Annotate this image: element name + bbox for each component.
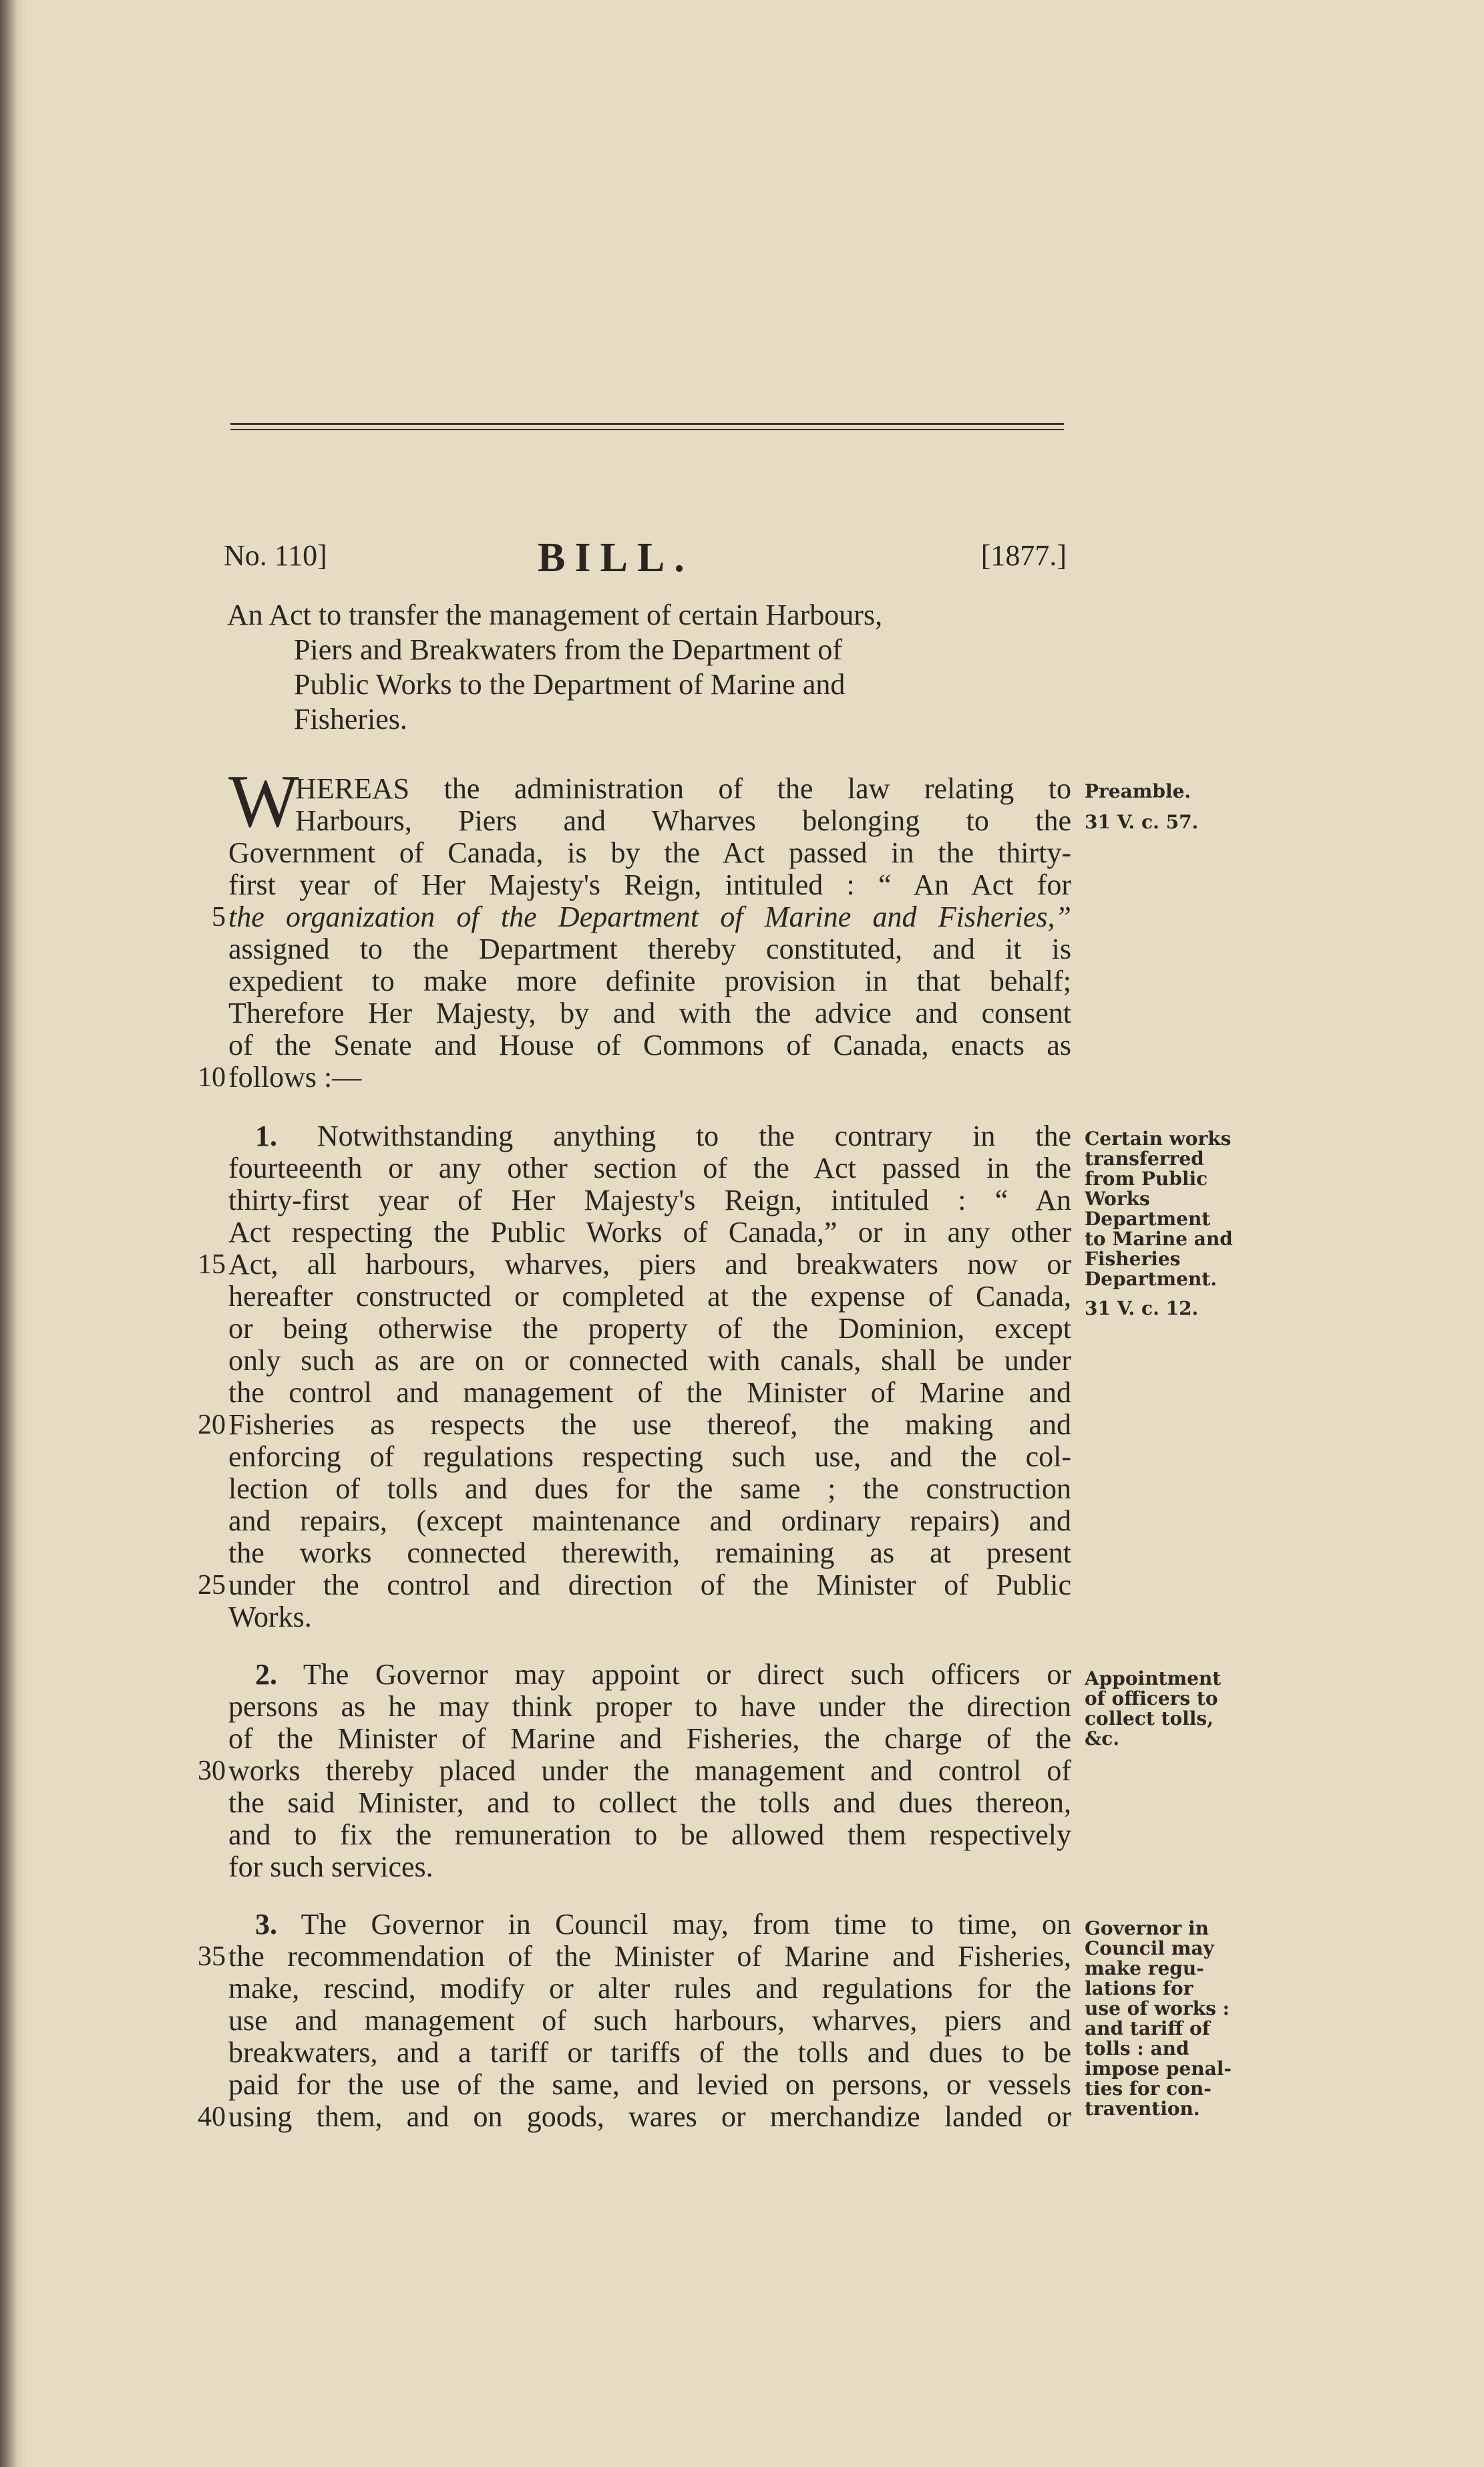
section1-text: Notwithstanding anything to the contrary in the	[317, 1120, 1072, 1152]
page-binding-edge	[0, 0, 17, 2467]
margin-note-line: Appointment	[1085, 1667, 1222, 1689]
margin-note-line: make regu-	[1085, 1957, 1204, 1979]
margin-note-line: from Public	[1085, 1168, 1208, 1190]
margin-note-line: use of works :	[1085, 1997, 1230, 2019]
margin-note-line: 31 V. c. 12.	[1085, 1297, 1199, 1319]
section1-line: Works.	[228, 1601, 312, 1633]
margin-note-line: Council may	[1085, 1937, 1214, 1959]
section1-line: under the control and direction of the Minister of Public	[228, 1569, 1071, 1601]
preamble-line: first year of Her Majesty's Reign, intituled : “ An Act for	[228, 868, 1071, 901]
section3-line: breakwaters, and a tariff or tariffs of the tolls and dues to be	[228, 2036, 1071, 2069]
section2-line: for such services.	[228, 1850, 433, 1883]
line-number: 5	[212, 902, 226, 933]
margin-note-line: and tariff of	[1085, 2017, 1210, 2039]
section2-line: and to fix the remuneration to be allowed them respectively	[228, 1818, 1071, 1851]
section1-line: hereafter constructed or completed at the expense of Canada,	[228, 1280, 1071, 1313]
section1-line: and repairs, (except maintenance and ordinary repairs) and	[228, 1504, 1071, 1537]
section3-text: The Governor in Council may, from time to time, on	[301, 1908, 1071, 1941]
line-number: 20	[198, 1410, 226, 1440]
title-line: An Act to transfer the management of certain Harbours,	[227, 599, 883, 631]
section1-line: or being otherwise the property of the Dominion, except	[228, 1312, 1071, 1345]
section1-line: Act respecting the Public Works of Canada,” or in any other	[228, 1216, 1071, 1249]
line-number: 35	[198, 1941, 226, 1972]
page-binding-shadow	[17, 0, 27, 2467]
margin-note-line: Governor in	[1085, 1917, 1209, 1939]
margin-note-line: Department	[1085, 1208, 1211, 1230]
bill-number: No. 110]	[224, 539, 327, 572]
margin-note-line: impose penal-	[1085, 2058, 1232, 2080]
section1-line: Act, all harbours, wharves, piers and breakwaters now or	[228, 1248, 1071, 1281]
line-number: 40	[198, 2102, 226, 2132]
section2-text: The Governor may appoint or direct such officers or	[303, 1658, 1071, 1691]
margin-note-line: Preamble.	[1085, 780, 1191, 802]
section3-line: paid for the use of the same, and levied on persons, or vessels	[228, 2068, 1071, 2101]
section1-line: lection of tolls and dues for the same ; the construction	[228, 1472, 1071, 1505]
section3-number: 3.	[255, 1908, 277, 1941]
section1-line: the works connected therewith, remaining as at present	[228, 1536, 1071, 1569]
preamble-line: the organization of the Department of Marine and Fisheries,”	[228, 900, 1071, 933]
bill-title	[227, 598, 1070, 737]
preamble-line: Therefore Her Majesty, by and with the advice and consent	[228, 997, 1071, 1029]
section2-line: of the Minister of Marine and Fisheries, the charge of the	[228, 1722, 1071, 1755]
preamble-line: Harbours, Piers and Wharves belonging to the	[295, 804, 1071, 837]
preamble-dropcap: W	[228, 760, 299, 843]
preamble-line: of the Senate and House of Commons of Canada, enacts as	[228, 1029, 1071, 1061]
section1-number: 1.	[255, 1120, 277, 1152]
section3-line: use and management of such harbours, wharves, piers and	[228, 2004, 1071, 2037]
bill-header	[224, 534, 1067, 581]
section3-line	[228, 1909, 1071, 1941]
margin-note-line: Fisheries	[1085, 1248, 1181, 1270]
preamble-line: expedient to make more definite provision in that behalf;	[228, 965, 1071, 997]
preamble-line: assigned to the Department thereby constituted, and it is	[228, 933, 1071, 965]
section2-number: 2.	[255, 1658, 277, 1691]
section1-line: fourteeenth or any other section of the Act passed in the	[228, 1152, 1071, 1184]
section1-line: Fisheries as respects the use thereof, the making and	[228, 1408, 1071, 1441]
margin-note-section2	[1085, 1669, 1238, 1749]
section1-line: thirty-first year of Her Majesty's Reign, intituled : “ An	[228, 1184, 1071, 1216]
title-line: Fisheries.	[294, 703, 407, 735]
section3-line: the recommendation of the Minister of Marine and Fisheries,	[228, 1940, 1071, 1973]
margin-note-line: lations for	[1085, 1977, 1193, 1999]
preamble-line: HEREAS the administration of the law relating to	[295, 772, 1071, 805]
margin-note-section3	[1085, 1919, 1238, 2119]
title-line: Piers and Breakwaters from the Department of	[294, 633, 843, 666]
section1-line: the control and management of the Minister of Marine and	[228, 1376, 1071, 1409]
title-line: Public Works to the Department of Marine and	[294, 668, 846, 701]
preamble-line: follows :—	[228, 1061, 362, 1094]
margin-note-line: to Marine and	[1085, 1228, 1233, 1250]
margin-note-line: transferred	[1085, 1148, 1204, 1170]
line-number: 15	[198, 1249, 226, 1280]
header-rule	[230, 423, 1064, 425]
margin-note-section1	[1085, 1129, 1238, 1319]
margin-note-line: collect tolls,	[1085, 1707, 1214, 1730]
line-number: 25	[198, 1570, 226, 1601]
section2-line: works thereby placed under the management and control of	[228, 1754, 1071, 1787]
section1-line	[228, 1120, 1071, 1152]
margin-note-line: 31 V. c. 57.	[1085, 811, 1199, 833]
section2-line: the said Minister, and to collect the tolls and dues thereon,	[228, 1786, 1071, 1819]
section1-line: only such as are on or connected with canals, shall be under	[228, 1344, 1071, 1377]
margin-note-line: Department.	[1085, 1268, 1217, 1290]
line-number: 10	[198, 1062, 226, 1093]
margin-note-preamble	[1085, 782, 1238, 832]
section3-line: make, rescind, modify or alter rules and regulations for the	[228, 1972, 1071, 2005]
line-number: 30	[198, 1756, 226, 1786]
section2-line: persons as he may think proper to have under the direction	[228, 1690, 1071, 1723]
section2-line	[228, 1659, 1071, 1691]
margin-note-line: &c.	[1085, 1728, 1120, 1750]
margin-note-line: travention.	[1085, 2098, 1200, 2120]
header-rule-thin	[230, 429, 1064, 430]
preamble-line: Government of Canada, is by the Act passed in the thirty-	[228, 836, 1071, 869]
section3-line: using them, and on goods, wares or merchandize landed or	[228, 2100, 1071, 2133]
margin-note-line: Works	[1085, 1188, 1150, 1210]
bill-heading: BILL.	[538, 535, 694, 581]
margin-note-line: of officers to	[1085, 1687, 1218, 1709]
margin-note-line: tolls : and	[1085, 2037, 1189, 2060]
section1-line: enforcing of regulations respecting such use, and the col-	[228, 1440, 1071, 1473]
margin-note-line: ties for con-	[1085, 2078, 1212, 2100]
margin-note-line: Certain works	[1085, 1128, 1232, 1150]
bill-year: [1877.]	[980, 539, 1067, 572]
